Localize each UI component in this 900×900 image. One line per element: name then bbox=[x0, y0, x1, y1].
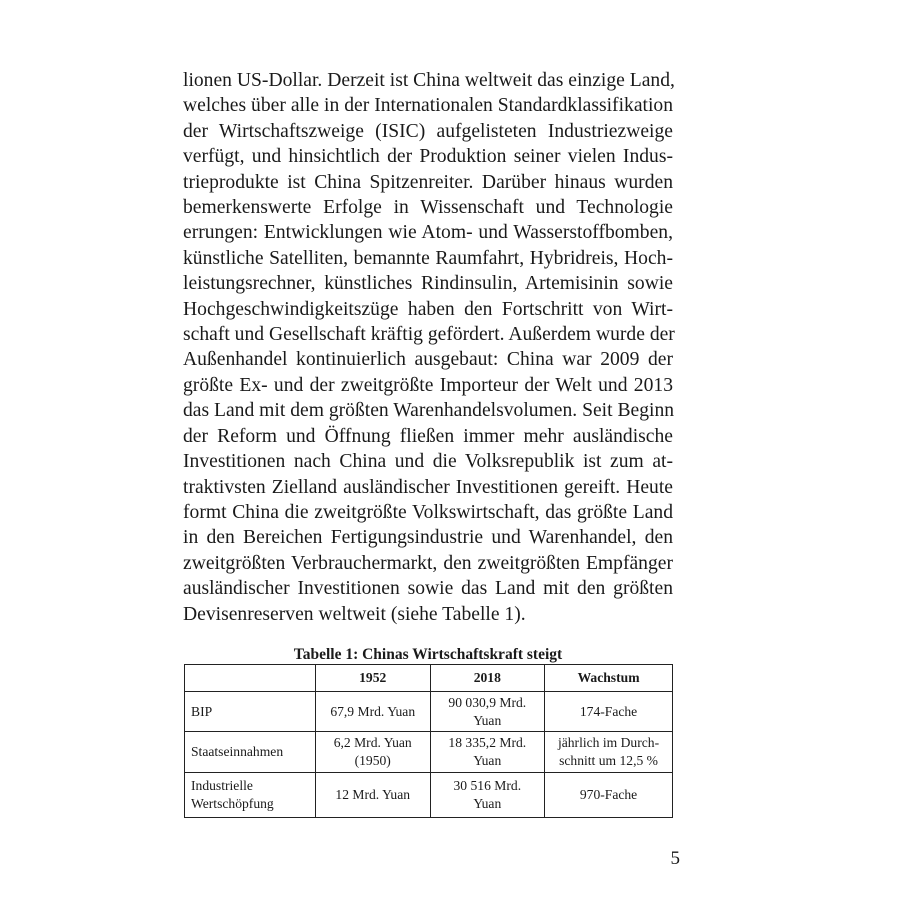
text-line: künstliche Satelliten, bemannte Raumfahrt, Hybridreis, Hoch- bbox=[183, 247, 673, 269]
header-cell-1952: 1952 bbox=[315, 665, 430, 692]
text-line: größte Ex- und der zweitgrößte Importeur der Welt und 2013 bbox=[183, 374, 673, 396]
economy-table bbox=[184, 664, 673, 818]
cell-text: jährlich im Durch- bbox=[557, 735, 660, 750]
header-cell-growth: Wachstum bbox=[545, 665, 673, 692]
row-label: BIP bbox=[185, 692, 316, 732]
cell-text: (1950) bbox=[354, 753, 391, 768]
text-line: Investitionen nach China und die Volksrepublik ist zum at- bbox=[183, 451, 673, 473]
row-label bbox=[185, 773, 316, 818]
cell-text: Yuan bbox=[473, 753, 502, 768]
cell-text: 6,2 Mrd. Yuan bbox=[333, 735, 412, 750]
cell-text: Yuan bbox=[473, 796, 502, 811]
text-line: traktivsten Zielland ausländischer Investitionen gereift. Heute bbox=[183, 476, 673, 498]
text-line: verfügt, und hinsichtlich der Produktion seiner vielen Indus- bbox=[183, 146, 673, 168]
cell-growth bbox=[545, 692, 673, 732]
cell-growth bbox=[545, 732, 673, 773]
cell-text: 970-Fache bbox=[579, 787, 638, 802]
cell-2018 bbox=[430, 732, 545, 773]
cell-2018 bbox=[430, 773, 545, 818]
table-row bbox=[185, 692, 673, 732]
cell-text: Industrielle bbox=[191, 778, 253, 793]
text-line: Devisenreserven weltweit (siehe Tabelle 1). bbox=[183, 603, 526, 625]
cell-growth bbox=[545, 773, 673, 818]
text-line: der Wirtschaftszweige (ISIC) aufgelisteten Industriezweige bbox=[183, 120, 673, 142]
cell-2018 bbox=[430, 692, 545, 732]
cell-1952: 67,9 Mrd. Yuan bbox=[315, 692, 430, 732]
table-caption: Tabelle 1: Chinas Wirtschaftskraft steigt bbox=[293, 646, 563, 663]
text-line: Hochgeschwindigkeitszüge haben den Fortschritt von Wirt- bbox=[183, 298, 673, 320]
table-row bbox=[185, 732, 673, 773]
text-line: schaft und Gesellschaft kräftig gefördert. Außerdem wurde der bbox=[183, 324, 675, 346]
text-line: formt China die zweitgrößte Volkswirtschaft, das größte Land bbox=[183, 501, 673, 523]
text-line: welches über alle in der Internationalen Standardklassifikation bbox=[183, 95, 673, 117]
text-line: lionen US-Dollar. Derzeit ist China weltweit das einzige Land, bbox=[183, 70, 675, 91]
text-line: der Reform und Öffnung fließen immer mehr ausländische bbox=[183, 425, 673, 447]
text-line: ausländischer Investitionen sowie das Land mit den größten bbox=[183, 578, 673, 600]
text-line: in den Bereichen Fertigungsindustrie und Warenhandel, den bbox=[183, 527, 673, 549]
cell-text: 18 335,2 Mrd. bbox=[448, 735, 527, 750]
cell-text: Wertschöpfung bbox=[191, 796, 274, 811]
text-line: leistungsrechner, künstliches Rindinsulin, Artemisinin sowie bbox=[183, 273, 673, 295]
table-row bbox=[185, 773, 673, 818]
cell-text: schnitt um 12,5 % bbox=[559, 753, 659, 768]
cell-text: 174-Fache bbox=[579, 703, 638, 719]
text-line: zweitgrößten Verbrauchermarkt, den zweitgrößten Empfänger bbox=[183, 552, 673, 574]
cell-text: Yuan bbox=[473, 712, 502, 728]
cell-text: 30 516 Mrd. bbox=[453, 778, 522, 793]
text-line: errungen: Entwicklungen wie Atom- und Wasserstoffbomben, bbox=[183, 222, 673, 244]
header-cell-2018: 2018 bbox=[430, 665, 545, 692]
text-line: Außenhandel kontinuierlich ausgebaut: China war 2009 der bbox=[183, 349, 673, 371]
text-line: bemerkenswerte Erfolge in Wissenschaft und Technologie bbox=[183, 197, 673, 219]
cell-1952 bbox=[315, 732, 430, 773]
row-label: Staatseinnahmen bbox=[185, 732, 316, 773]
header-cell-empty bbox=[185, 665, 316, 692]
text-line: trieprodukte ist China Spitzenreiter. Darüber hinaus wurden bbox=[183, 171, 673, 193]
cell-text: 90 030,9 Mrd. bbox=[448, 694, 527, 710]
cell-1952: 12 Mrd. Yuan bbox=[315, 773, 430, 818]
body-paragraph bbox=[183, 68, 673, 627]
text-line: das Land mit dem größten Warenhandelsvolumen. Seit Beginn bbox=[183, 400, 675, 422]
page-number: 5 bbox=[670, 848, 680, 869]
table-header-row bbox=[185, 665, 673, 692]
